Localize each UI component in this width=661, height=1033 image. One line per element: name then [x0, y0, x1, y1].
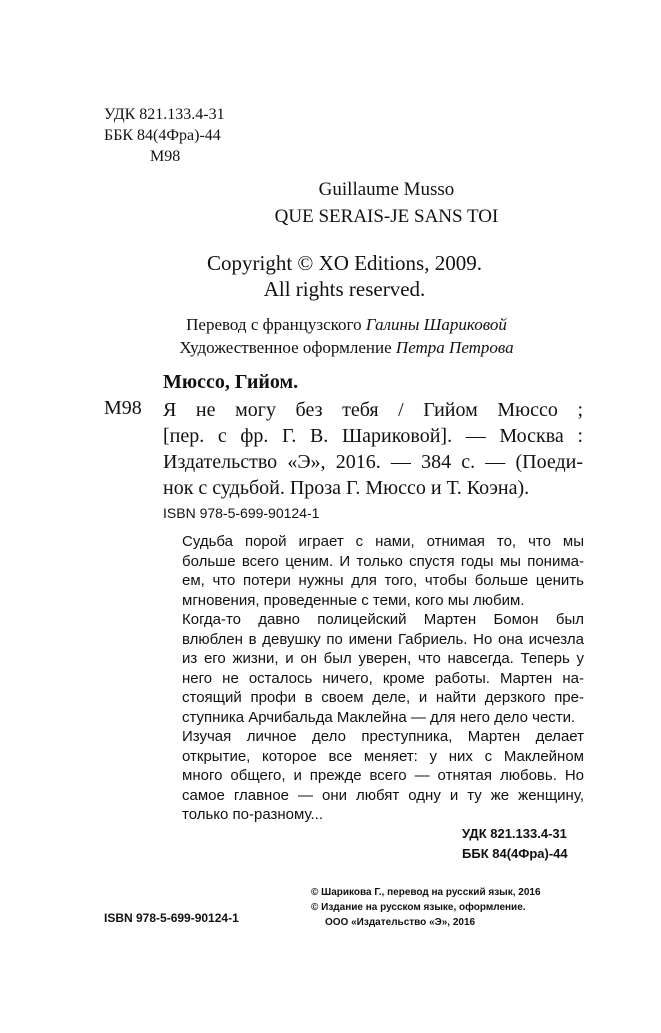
biblio-line: [пер. с фр. Г. В. Шариковой]. — Москва :: [163, 425, 583, 447]
annotation-line: больше всего ценим. И только спустя годы мы понима-: [182, 552, 584, 570]
translator-name: Галины Шариковой: [365, 315, 507, 334]
biblio-line: Издательство «Э», 2016. — 384 с. — (Поеди-: [163, 451, 583, 473]
rights-block: [311, 885, 541, 930]
annotation-line: много общего, и прежде всего — отнятая любовь. Но: [182, 767, 584, 784]
rights-reserved-line: All rights reserved.: [263, 277, 426, 301]
annotation-line: Судьба порой играет с нами, отнимая то, что мы: [182, 533, 584, 550]
original-edition: [0, 176, 661, 230]
rights-line: ООО «Издательство «Э», 2016: [325, 917, 476, 928]
annotation-line: Изучая личное дело преступника, Мартен делает: [182, 728, 584, 745]
bottom-udk-code: УДК 821.133.4-31: [462, 826, 567, 841]
isbn-bottom: ISBN 978-5-699-90124-1: [104, 911, 239, 925]
rights-line: © Шарикова Г., перевод на русский язык, 2016: [311, 887, 541, 898]
udk-code: УДК 821.133.4-31: [104, 106, 225, 123]
bottom-bbk-code: ББК 84(4Фра)-44: [462, 846, 568, 861]
annotation-line: ступника Арчибальда Маклейна — для него дело чести.: [182, 708, 576, 726]
annotation-line: влюблен в девушку по имени Габриель. Но она исчезла: [182, 630, 584, 648]
annotation-line: ем, что потери нужны для того, чтобы больше ценить: [182, 572, 584, 589]
biblio-heading: Мюссо, Гийом.: [163, 371, 299, 393]
credits-block: [0, 313, 661, 359]
bbk-code: ББК 84(4Фра)-44: [104, 127, 221, 144]
biblio-line: Я не могу без тебя / Гийом Мюссо ;: [163, 399, 583, 421]
annotation-line: Когда-то давно полицейский Мартен Бомон был: [182, 611, 584, 628]
design-prefix: Художественное оформление: [179, 338, 396, 357]
annotation-line: стоящий профи в своем деле, и найти дерзкого пре-: [182, 689, 584, 706]
translation-prefix: Перевод с французского: [186, 315, 366, 334]
original-author: Guillaume Musso: [318, 179, 455, 200]
bottom-classification-codes: [462, 824, 568, 864]
copyright-line: Copyright © XO Editions, 2009.: [207, 251, 482, 275]
annotation-line: только по-разному...: [182, 806, 323, 823]
isbn-main: ISBN 978-5-699-90124-1: [163, 505, 320, 521]
rights-line: © Издание на русском языке, оформление.: [311, 902, 526, 913]
annotation-line: открытие, которое все меняет: у них с Маклейном: [182, 747, 584, 765]
biblio-line: нок с судьбой. Проза Г. Мюссо и Т. Коэна).: [163, 477, 530, 499]
designer-name: Петра Петрова: [395, 338, 514, 357]
annotation-line: мгновения, проведенные с теми, кого мы любим.: [182, 591, 525, 609]
design-credit: [32, 336, 661, 359]
translation-credit: [32, 313, 661, 336]
original-title: QUE SERAIS-JE SANS TOI: [274, 206, 499, 227]
annotation-line: из его жизни, и он был уверен, что навсегда. Теперь у: [182, 650, 584, 667]
top-classification-codes: [104, 104, 225, 167]
annotation-line: него не осталось ничего, кроме работы. Мартен на-: [182, 669, 584, 687]
biblio-record: [163, 397, 583, 501]
author-mark-code: М98: [150, 148, 181, 165]
annotation-line: самое главное — они любят одну и ту же женщину,: [182, 786, 584, 804]
copyright-block: [0, 250, 661, 302]
biblio-code: М98: [104, 397, 142, 419]
annotation: [182, 532, 584, 825]
